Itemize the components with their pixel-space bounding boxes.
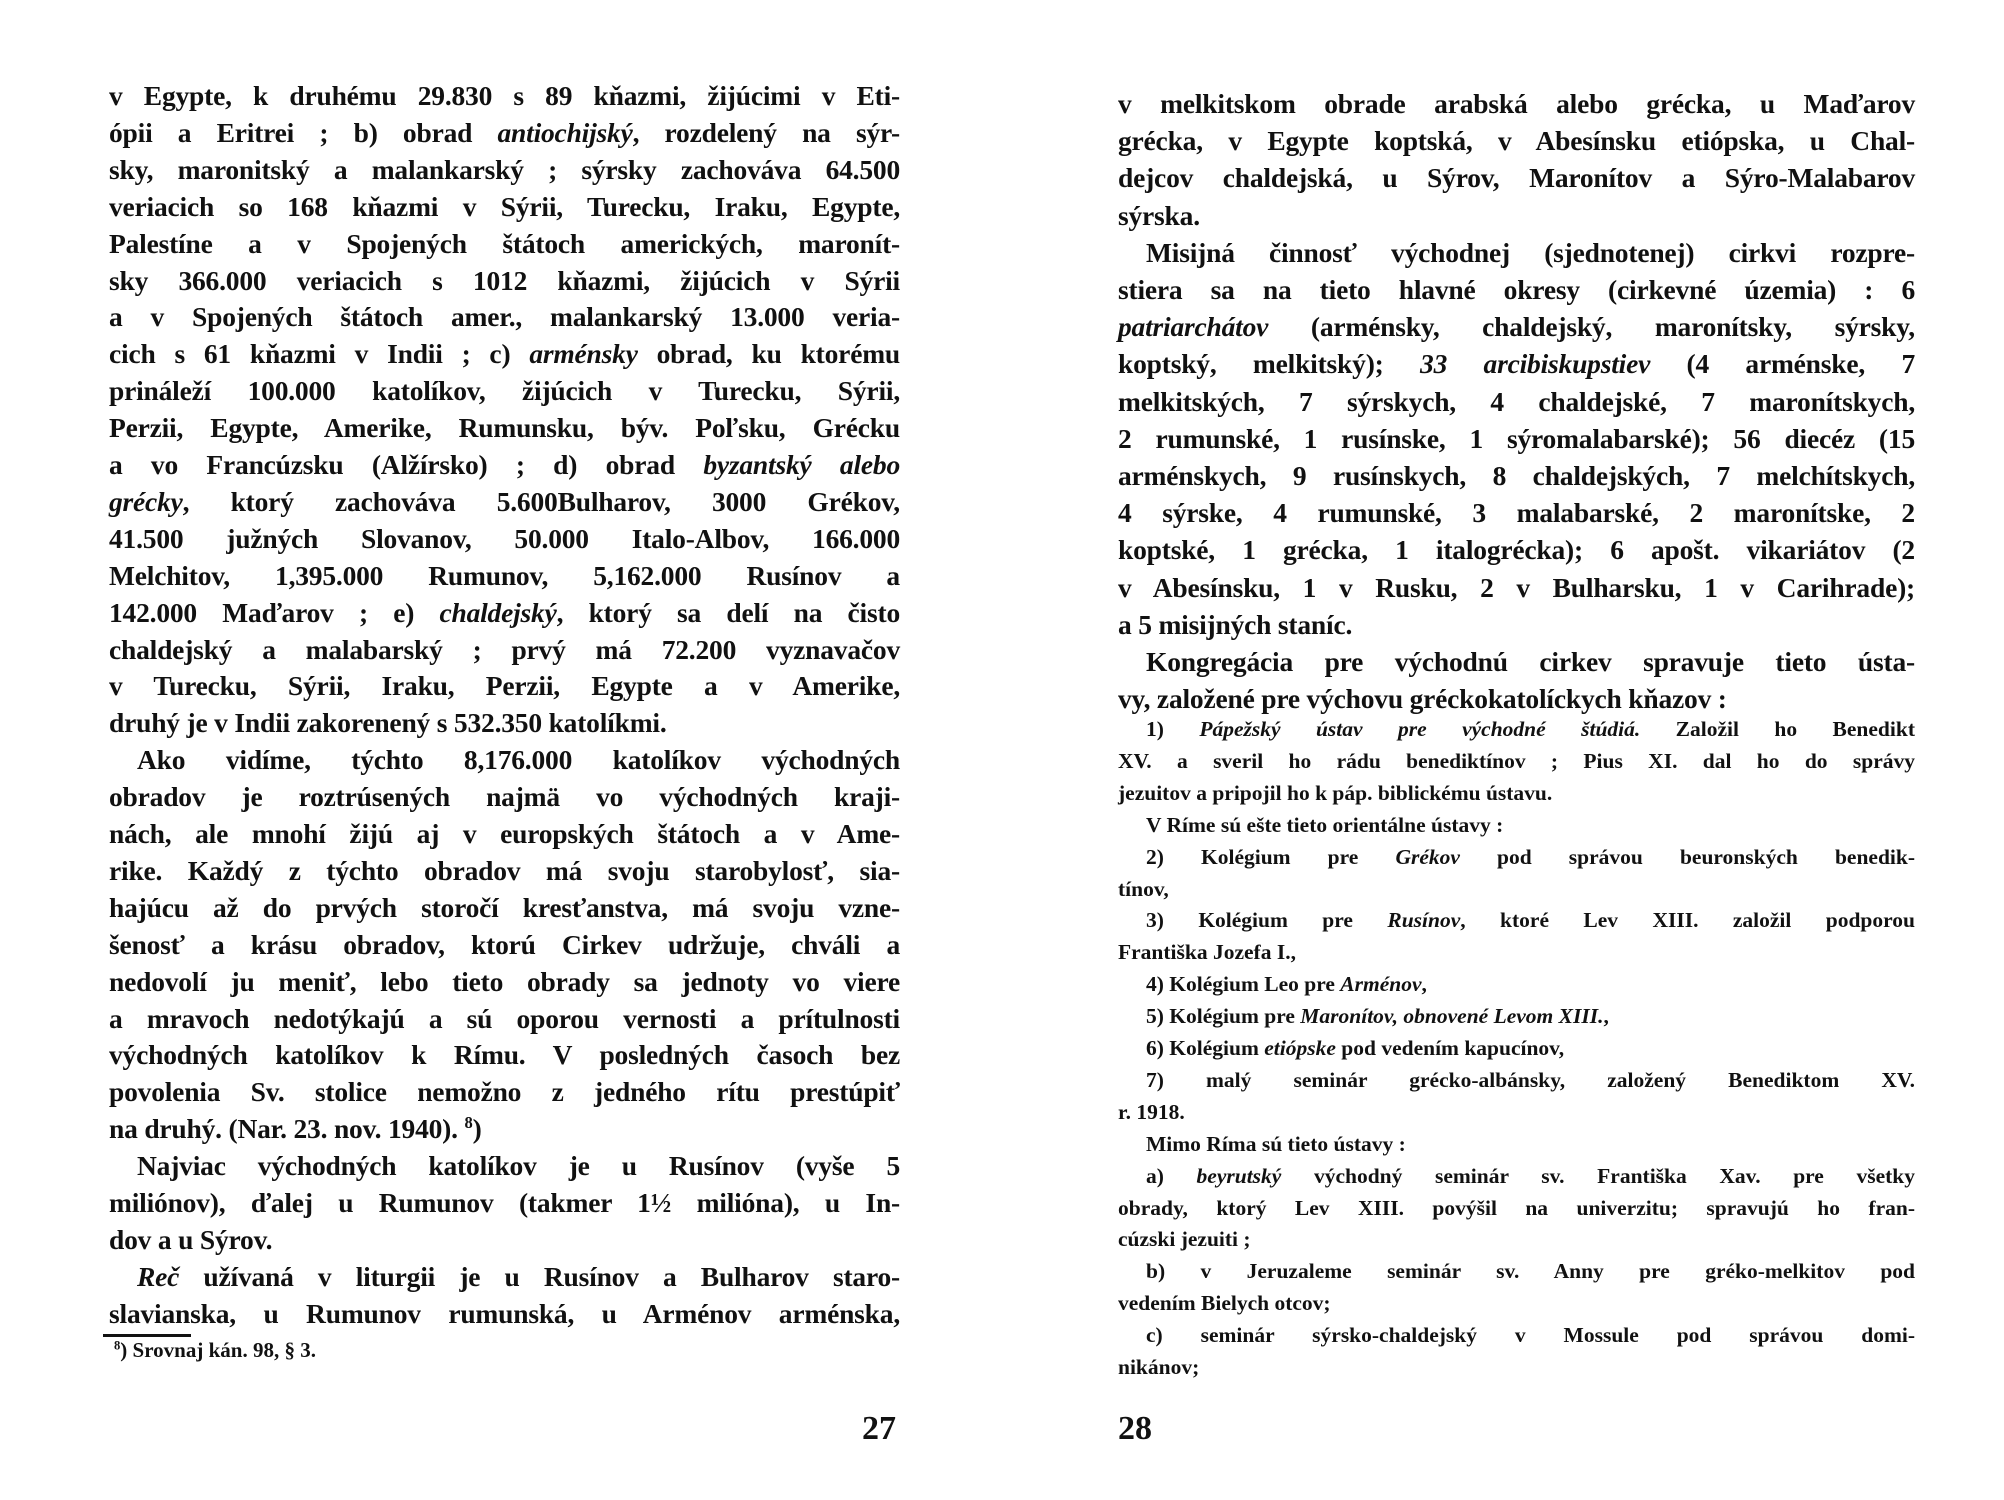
text-run: , ktorý sa delí na čisto <box>556 596 901 628</box>
text-run: 4 sýrske, 4 rumunské, 3 malabarské, 2 maronítske, 2 <box>1118 497 1915 529</box>
text-line <box>109 668 900 705</box>
text-line <box>1146 810 1915 842</box>
page-right <box>1002 0 2004 1500</box>
text-run: melkitských, 7 sýrskych, 4 chaldejské, 7 maronítskych, <box>1118 385 1915 417</box>
italic-text-run: Pápežský ústav pre východné štúdiá. <box>1199 717 1641 741</box>
text-run: Kongregácia pre východnú cirkev spravuje tieto ústa- <box>1146 646 1915 677</box>
text-run: sky, maronitský a malankarský ; sýrsky zachováva 64.500 <box>109 153 900 185</box>
text-run: prináleží 100.000 katolíkov, žijúcich v Turecku, Sýrii, <box>109 375 900 407</box>
text-line <box>1146 1129 1915 1161</box>
text-line <box>1146 1033 1915 1065</box>
text-line <box>1118 1193 1915 1225</box>
text-line <box>109 964 900 1001</box>
page-number: 27 <box>862 1410 896 1447</box>
text-line <box>1118 85 1915 122</box>
text-run: Mimo Ríma sú tieto ústavy : <box>1146 1131 1406 1156</box>
text-line <box>1118 308 1915 345</box>
italic-text-run: arménsky <box>529 338 638 370</box>
text-line <box>1146 714 1915 746</box>
text-line <box>109 779 900 816</box>
text-run: V Ríme sú ešte tieto orientálne ústavy : <box>1146 812 1504 837</box>
text-line <box>109 890 900 927</box>
footnote-mark: 8 <box>114 1338 121 1353</box>
text-line <box>109 816 900 853</box>
text-line <box>109 152 900 189</box>
text-run: Perzii, Egypte, Amerike, Rumunsku, býv. Poľsku, Grécku <box>109 412 900 444</box>
text-run: pod správou beuronských benedik- <box>1459 844 1915 869</box>
text-run: 41.500 južných Slovanov, 50.000 Italo-Albov, 166.000 <box>109 522 900 554</box>
text-run: užívaná v liturgii je u Rusínov a Bulharov staro- <box>179 1260 900 1292</box>
text-run: , rozdelený na sýr- <box>632 116 900 148</box>
text-run: a) <box>1146 1163 1197 1188</box>
text-run: veriacich so 168 kňazmi v Sýrii, Turecku, Iraku, Egypte, <box>109 190 900 222</box>
italic-text-run: patriarchátov <box>1118 311 1269 343</box>
text-run: (4 arménske, 7 <box>1650 348 1915 380</box>
text-run: Melchitov, 1,395.000 Rumunov, 5,162.000 Rusínov a <box>109 559 900 591</box>
text-line <box>109 1037 900 1074</box>
text-line <box>109 336 900 373</box>
italic-text-run: Reč <box>137 1260 180 1292</box>
text-line <box>109 853 900 890</box>
text-run: povolenia Sv. stolice nemožno z jedného rítu prestúpiť <box>109 1076 900 1108</box>
italic-text-run: antiochijský <box>497 116 633 148</box>
text-run: Palestíne a v Spojených štátoch amerických, maronít- <box>109 227 900 259</box>
text-line <box>109 263 900 300</box>
text-line <box>1146 1256 1915 1288</box>
text-line <box>137 1259 900 1296</box>
text-run: vedením Bielych otcov; <box>1118 1291 1331 1316</box>
text-run: Najviac východných katolíkov je u Rusínov (vyše 5 <box>137 1150 900 1182</box>
text-run: sky 366.000 veriacich s 1012 kňazmi, žijúcich v Sýrii <box>109 264 900 296</box>
text-run: cich s 61 kňazmi v Indii ; c) <box>109 338 530 370</box>
text-run: Ako vidíme, týchto 8,176.000 katolíkov východných <box>137 744 900 776</box>
text-line <box>1118 420 1915 457</box>
italic-text-run: grécky <box>109 485 183 517</box>
text-line <box>1118 569 1915 606</box>
text-run: obrad, ku ktorému <box>637 338 900 370</box>
italic-text-run: Arménov <box>1340 972 1422 997</box>
text-run: , <box>1603 1004 1609 1029</box>
text-line <box>1118 122 1915 159</box>
text-line <box>109 1074 900 1111</box>
text-run: východných katolíkov k Rímu. V posledných časoch bez <box>109 1039 900 1071</box>
text-line <box>1118 1097 1915 1129</box>
text-run: slavianska, u Rumunov rumunská, u Arménov arménska, <box>109 1297 900 1329</box>
text-run: a mravoch nedotýkajú a sú oporou vernosti a prítulnosti <box>109 1002 900 1034</box>
footnote <box>114 1338 316 1363</box>
italic-text-run: Maronítov, obnovené Levom XIII. <box>1300 1004 1604 1029</box>
text-run: obrady, ktorý Lev XIII. povýšil na univerzitu; spravujú ho fran- <box>1118 1195 1915 1220</box>
text-run: sýrska. <box>1118 199 1200 231</box>
text-run: pod vedením kapucínov, <box>1335 1036 1565 1060</box>
text-line <box>137 742 900 779</box>
text-run: v Turecku, Sýrii, Iraku, Perzii, Egypte a v Amerike, <box>109 670 900 702</box>
text-run: , ktoré Lev XIII. založil podporou <box>1460 908 1915 933</box>
text-line <box>109 189 900 226</box>
text-run: XV. a sveril ho rádu benediktínov ; Pius XI. dal ho do správy <box>1118 748 1915 773</box>
text-line <box>109 1222 900 1259</box>
text-line <box>109 410 900 447</box>
text-run: 2) Kolégium pre <box>1146 844 1396 869</box>
text-run: r. 1918. <box>1118 1099 1185 1124</box>
footnote-text: ) Srovnaj kán. 98, § 3. <box>120 1338 316 1362</box>
text-run: nedovolí ju meniť, lebo tieto obrady sa jednoty vo viere <box>109 965 900 997</box>
text-line <box>1118 531 1915 568</box>
page-number: 28 <box>1118 1410 1152 1447</box>
italic-text-run: etiópske <box>1264 1036 1336 1060</box>
text-run: cúzski jezuiti ; <box>1118 1227 1251 1252</box>
text-run: c) seminár sýrsko-chaldejský v Mossule pod správou domi- <box>1146 1323 1915 1348</box>
text-run: východný seminár sv. Františka Xav. pre všetky <box>1281 1163 1915 1188</box>
text-line <box>1118 197 1915 234</box>
text-run: 3) Kolégium pre <box>1146 908 1388 933</box>
text-run: ópii a Eritrei ; b) obrad <box>109 116 498 148</box>
text-run: šenosť a krásu obradov, ktorú Cirkev udržuje, chváli a <box>109 928 900 960</box>
text-run: (arménsky, chaldejský, maronítsky, sýrsky, <box>1268 311 1915 343</box>
text-line <box>109 115 900 152</box>
text-run: stiera sa na tieto hlavné okresy (cirkevné územia) : 6 <box>1118 274 1915 305</box>
text-run: obradov je roztrúsených najmä vo východných kraji- <box>109 781 900 813</box>
text-run: miliónov), ďalej u Rumunov (takmer 1½ milióna), u In- <box>109 1187 900 1218</box>
text-run: tínov, <box>1118 876 1169 901</box>
text-line <box>109 521 900 558</box>
text-run: grécka, v Egypte koptská, v Abesínsku etiópska, u Chal- <box>1118 125 1915 157</box>
italic-text-run: byzantský alebo <box>703 449 900 480</box>
text-line <box>1146 1065 1915 1097</box>
text-run: nách, ale mnohí žijú aj v europských štátoch a v Ame- <box>109 818 900 849</box>
text-run: 6) Kolégium <box>1146 1036 1265 1060</box>
text-run: rike. Každý z týchto obradov má svoju starobylosť, sia- <box>109 854 900 886</box>
text-line <box>109 299 900 336</box>
footnote-rule <box>103 1334 191 1337</box>
text-line <box>109 705 900 742</box>
text-run: 1) <box>1146 717 1200 741</box>
text-run: a v Spojených štátoch amer., malankarský 13.000 veria- <box>109 301 900 333</box>
text-line <box>1118 159 1915 196</box>
text-run: hajúcu až do prvých storočí kresťanstva, má svoju vzne- <box>109 891 900 923</box>
text-line <box>109 447 900 484</box>
text-line <box>137 1148 900 1185</box>
text-run: vy, založené pre výchovu gréckokatolíckych kňazov : <box>1118 683 1727 715</box>
text-run: Misijná činnosť východnej (sjednotenej) cirkvi rozpre- <box>1146 236 1915 268</box>
text-run: druhý je v Indii zakorenený s 532.350 katolíkmi. <box>109 707 667 739</box>
italic-text-run: beyrutský <box>1196 1163 1282 1188</box>
text-run: a vo Francúzsku (Alžírsko) ; d) obrad <box>109 449 704 480</box>
text-run: arménskych, 9 rusínskych, 8 chaldejských, 7 melchítskych, <box>1118 460 1915 491</box>
text-line <box>109 927 900 964</box>
text-run: ) <box>472 1113 482 1145</box>
text-run: jezuitov a pripojil ho k páp. biblickému ústavu. <box>1118 780 1553 805</box>
text-line <box>109 558 900 595</box>
text-line <box>1146 842 1915 874</box>
text-line <box>109 226 900 263</box>
text-line <box>1118 1288 1915 1320</box>
text-line <box>1118 680 1915 717</box>
text-run: chaldejský a malabarský ; prvý má 72.200 vyznavačov <box>109 633 900 665</box>
text-line <box>109 1001 900 1038</box>
text-run: a 5 misijných staníc. <box>1118 608 1353 640</box>
text-line <box>1118 874 1915 906</box>
text-run: v Egypte, k druhému 29.830 s 89 kňazmi, žijúcimi v Eti- <box>109 80 900 111</box>
footnote-reference: 8 <box>464 1113 473 1133</box>
text-line <box>1118 778 1915 810</box>
text-line <box>1146 234 1915 271</box>
text-line <box>109 595 900 632</box>
text-line <box>109 1185 900 1222</box>
text-run: v Abesínsku, 1 v Rusku, 2 v Bulharsku, 1 v Carihrade); <box>1118 571 1915 603</box>
text-line <box>109 484 900 521</box>
italic-text-run: Rusínov <box>1387 908 1461 933</box>
text-line <box>1118 1352 1915 1384</box>
text-line <box>1118 345 1915 382</box>
text-line <box>1118 1224 1915 1256</box>
text-run: nikánov; <box>1118 1355 1200 1379</box>
text-run: 142.000 Maďarov ; e) <box>109 596 440 628</box>
text-run: 7) malý seminár grécko-albánsky, založený Benediktom XV. <box>1146 1067 1915 1092</box>
text-line <box>1146 1320 1915 1352</box>
text-line <box>1118 494 1915 531</box>
text-run: dov a u Sýrov. <box>109 1223 273 1255</box>
text-run: , <box>1421 972 1427 997</box>
text-run: na druhý. (Nar. 23. nov. 1940). <box>109 1113 465 1145</box>
text-run: koptské, 1 grécka, 1 italogrécka); 6 apošt. vikariátov (2 <box>1118 534 1915 566</box>
text-line <box>1118 746 1915 778</box>
italic-text-run: Grékov <box>1395 844 1460 869</box>
text-line <box>1118 457 1915 494</box>
text-line <box>1118 271 1915 308</box>
text-run: , ktorý zachováva 5.600Bulharov, 3000 Grékov, <box>182 485 900 517</box>
text-run: koptský, melkitský); <box>1118 348 1421 380</box>
text-line <box>1146 1161 1915 1193</box>
italic-text-run: chaldejský <box>439 596 557 628</box>
text-run: b) v Jeruzaleme seminár sv. Anny pre gréko-melkitov pod <box>1146 1259 1915 1284</box>
text-line <box>1146 905 1915 937</box>
text-run: Založil ho Benedikt <box>1640 717 1915 741</box>
text-run: Františka Jozefa I., <box>1118 940 1296 965</box>
text-line <box>1118 606 1915 643</box>
text-line <box>109 373 900 410</box>
text-line <box>1146 1001 1915 1033</box>
text-line <box>109 632 900 669</box>
text-run: 4) Kolégium Leo pre <box>1146 972 1341 997</box>
text-line <box>1146 969 1915 1001</box>
text-line <box>109 78 900 115</box>
text-line <box>1118 383 1915 420</box>
text-line <box>109 1296 900 1333</box>
text-line <box>109 1111 900 1148</box>
text-run: 2 rumunské, 1 rusínske, 1 sýromalabarské); 56 diecéz (15 <box>1118 422 1915 454</box>
text-run: 5) Kolégium pre <box>1146 1004 1301 1029</box>
text-run: v melkitskom obrade arabská alebo grécka, u Maďarov <box>1118 88 1915 119</box>
text-run: dejcov chaldejská, u Sýrov, Maronítov a Sýro-Malabarov <box>1118 162 1915 194</box>
text-line <box>1146 643 1915 680</box>
text-line <box>1118 937 1915 969</box>
italic-text-run: 33 arcibiskupstiev <box>1420 348 1651 380</box>
